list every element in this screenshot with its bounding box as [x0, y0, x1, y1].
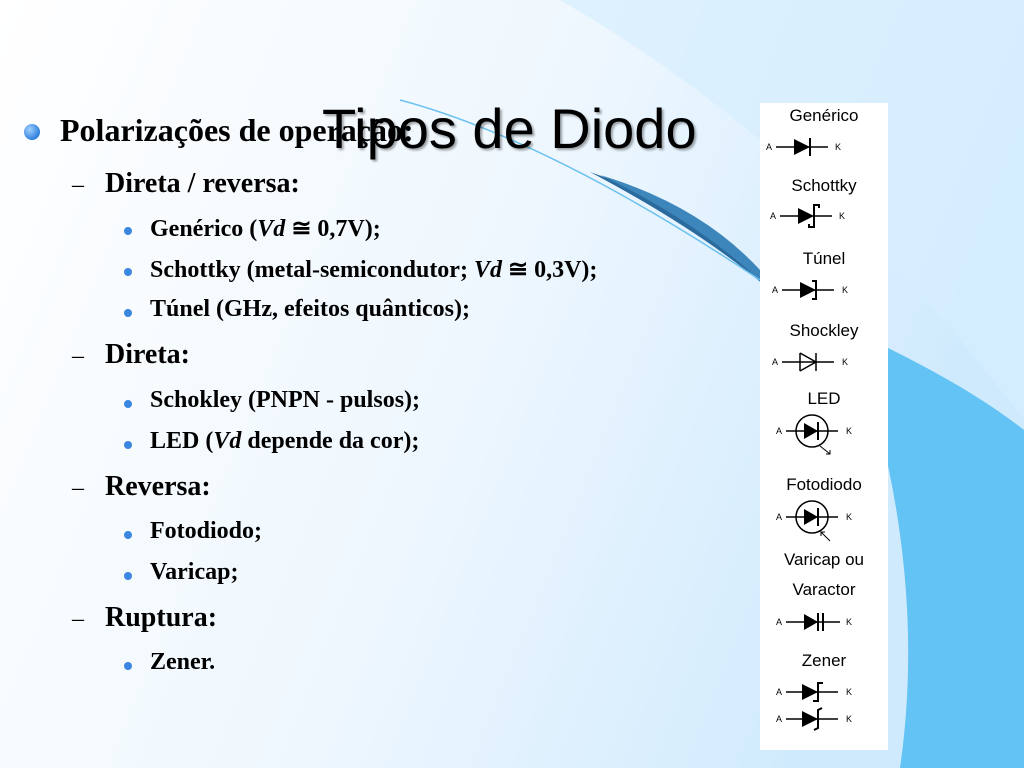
svg-text:A: A	[776, 426, 783, 436]
svg-text:A: A	[770, 211, 777, 221]
diode-tunnel-icon	[760, 271, 888, 311]
page-title: Tipos de Diodo	[322, 97, 697, 160]
symbol-label-tunel: Túnel	[802, 249, 846, 268]
list-item: LED (Vd depende da cor);	[150, 428, 420, 454]
section-heading: Direta / reversa:	[105, 168, 300, 199]
diode-zener-alt-icon	[760, 700, 888, 740]
svg-text:K: K	[846, 714, 853, 724]
svg-text:A: A	[772, 285, 779, 295]
svg-text:A: A	[776, 687, 783, 697]
diode-led-icon	[760, 410, 888, 460]
section-heading: Direta:	[105, 339, 190, 370]
bullet-icon	[124, 400, 132, 408]
section-heading: Reversa:	[105, 471, 211, 502]
list-item: Zener.	[150, 649, 216, 675]
svg-text:A: A	[776, 617, 783, 627]
symbol-label-schottky: Schottky	[791, 176, 857, 195]
svg-text:K: K	[839, 211, 846, 221]
svg-text:A: A	[766, 142, 773, 152]
diode-varicap-icon	[760, 603, 888, 643]
bullet-icon	[124, 441, 132, 449]
dash-icon: –	[72, 475, 84, 501]
bullet-icon	[124, 268, 132, 276]
diode-generic-icon	[760, 128, 888, 168]
diode-shockley-icon	[760, 343, 888, 383]
svg-text:K: K	[846, 512, 853, 522]
bullet-icon	[124, 662, 132, 670]
symbol-label-shockley: Shockley	[789, 321, 859, 340]
list-item: Túnel (GHz, efeitos quânticos);	[150, 296, 470, 322]
list-item: Varicap;	[150, 559, 239, 585]
svg-text:K: K	[846, 687, 853, 697]
symbol-label-zener: Zener	[801, 651, 847, 670]
list-item: Schokley (PNPN - pulsos);	[150, 387, 421, 413]
list-item: Fotodiodo;	[150, 518, 263, 544]
symbol-label-varicap: Varicap ou	[783, 550, 864, 569]
symbol-label-fotodiodo: Fotodiodo	[786, 475, 862, 494]
symbol-label-varactor: Varactor	[792, 580, 856, 599]
svg-text:K: K	[842, 357, 849, 367]
section-heading: Ruptura:	[105, 602, 218, 633]
dash-icon: –	[72, 606, 84, 632]
svg-text:K: K	[842, 285, 849, 295]
level1-heading: Polarizações de operação:	[60, 112, 414, 148]
list-item: Genérico (Vd ≅ 0,7V);	[150, 216, 381, 242]
diode-schottky-icon	[760, 197, 888, 237]
svg-text:A: A	[776, 714, 783, 724]
svg-text:A: A	[776, 512, 783, 522]
diode-symbols-panel	[760, 103, 888, 750]
svg-text:A: A	[772, 357, 779, 367]
svg-text:K: K	[835, 142, 842, 152]
symbol-label-generico: Genérico	[789, 106, 859, 125]
diode-photodiode-icon	[760, 497, 888, 547]
dash-icon: –	[72, 172, 84, 198]
list-item: Schottky (metal-semicondutor; Vd ≅ 0,3V);	[150, 257, 598, 283]
bullet-icon	[124, 227, 132, 235]
bullet-icon	[124, 309, 132, 317]
bullet-icon	[124, 572, 132, 580]
svg-text:K: K	[846, 617, 853, 627]
dash-icon: –	[72, 343, 84, 369]
bullet-icon	[24, 124, 40, 140]
symbol-label-led: LED	[807, 389, 841, 408]
bullet-icon	[124, 531, 132, 539]
svg-text:K: K	[846, 426, 853, 436]
